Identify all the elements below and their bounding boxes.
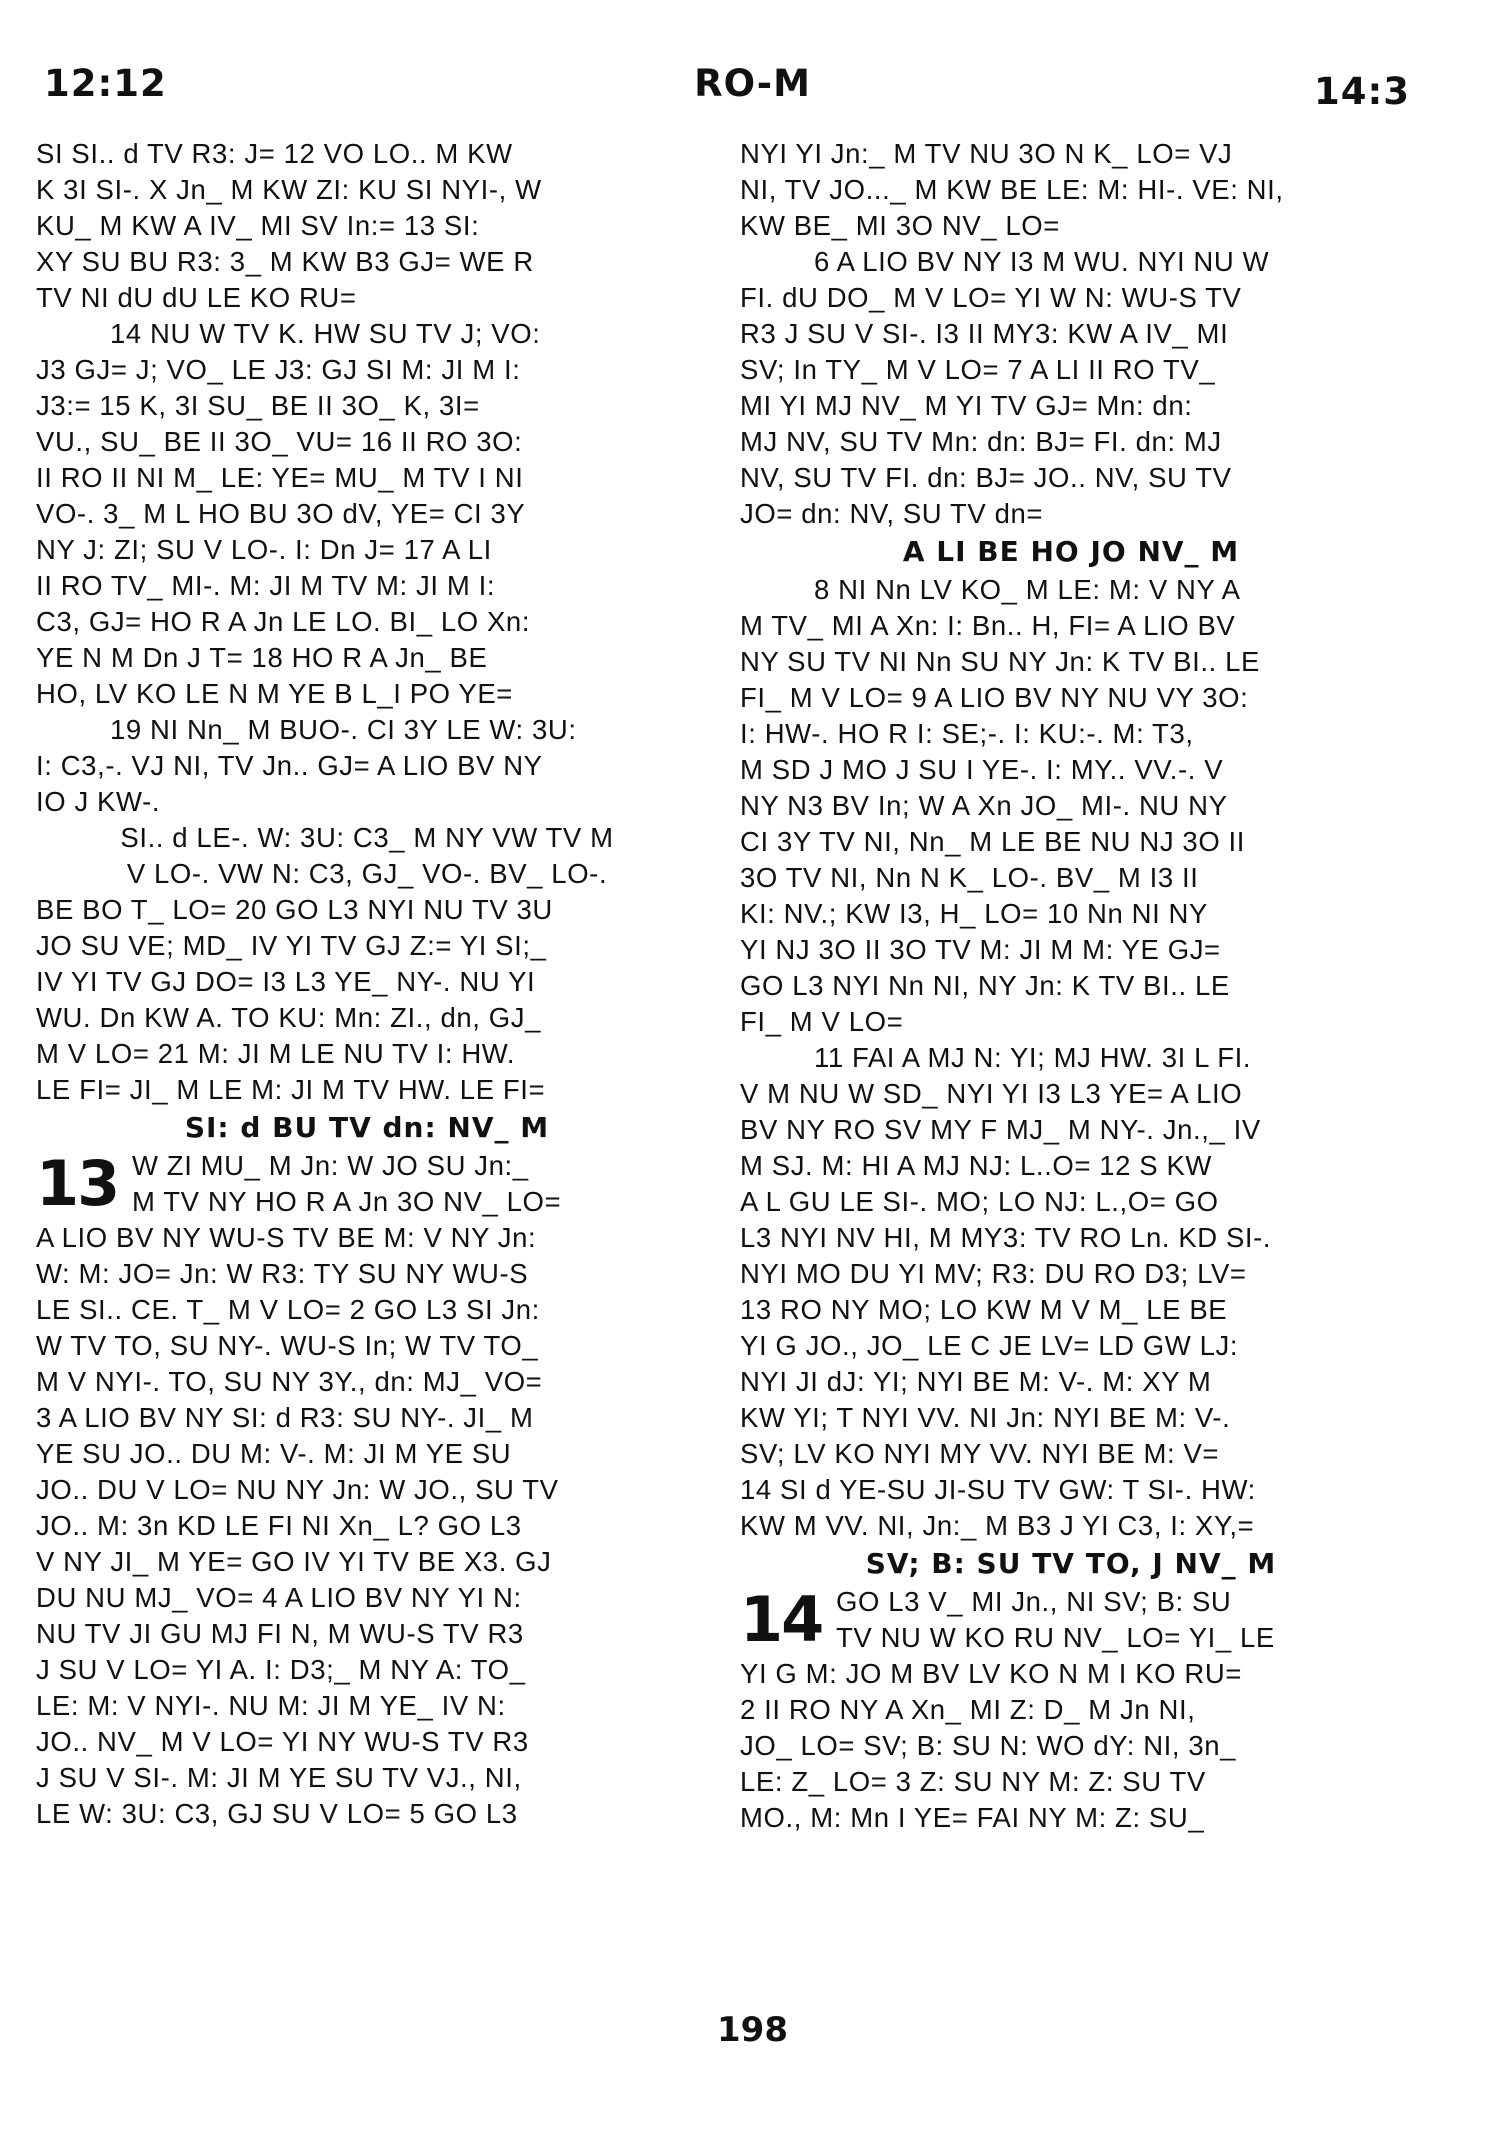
text-line: YI G JO., JO_ LE C JE LV= LD GW LJ: <box>740 1330 1239 1361</box>
chapter-13-start <box>36 1148 698 1220</box>
text-line: II RO TV_ MI-. M: JI M TV M: JI M I: <box>36 570 496 601</box>
text-line: V NY JI_ M YE= GO IV YI TV BE X3. GJ <box>36 1546 552 1577</box>
text-line: NYI JI dJ: YI; NYI BE M: V-. M: XY M <box>740 1366 1212 1397</box>
text-line: BE BO T_ LO= 20 GO L3 NYI NU TV 3U <box>36 894 553 925</box>
text-line: J3 GJ= J; VO_ LE J3: GJ SI M: JI M I: <box>36 354 521 385</box>
text-line: V M NU W SD_ NYI YI I3 L3 YE= A LIO <box>740 1078 1243 1109</box>
chapter-number: 14 <box>740 1583 823 1656</box>
chapter-14-start <box>740 1584 1402 1656</box>
text-line: W: M: JO= Jn: W R3: TY SU NY WU-S <box>36 1258 529 1289</box>
text-line: NY SU TV NI Nn SU NY Jn: K TV BI.. LE <box>740 646 1260 677</box>
text-line: R3 J SU V SI-. I3 II MY3: KW A IV_ MI <box>740 318 1229 349</box>
text-line: J SU V LO= YI A. I: D3;_ M NY A: TO_ <box>36 1654 526 1685</box>
text-line: FI. dU DO_ M V LO= YI W N: WU-S TV <box>740 282 1242 313</box>
text-line: VU., SU_ BE II 3O_ VU= 16 II RO 3O: <box>36 426 523 457</box>
text-line: YI NJ 3O II 3O TV M: JI M M: YE GJ= <box>740 934 1221 965</box>
text-line: JO SU VE; MD_ IV YI TV GJ Z:= YI SI;_ <box>36 930 547 961</box>
chapter-14-lines <box>836 1584 1275 1656</box>
right-para-e <box>740 1656 1402 1836</box>
text-line: II RO II NI M_ LE: YE= MU_ M TV I NI <box>36 462 524 493</box>
right-para-d <box>740 1040 1402 1544</box>
text-line: NV, SU TV FI. dn: BJ= JO.. NV, SU TV <box>740 462 1232 493</box>
section-heading-left: SI: d BU TV dn: NV_ M <box>184 1111 550 1144</box>
text-line: NU TV JI GU MJ FI N, M WU-S TV R3 <box>36 1618 524 1649</box>
text-line: SV; In TY_ M V LO= 7 A LI II RO TV_ <box>740 354 1216 385</box>
text-line: 19 NI Nn_ M BUO-. CI 3Y LE W: 3U: <box>110 714 577 745</box>
text-line: 2 II RO NY A Xn_ MI Z: D_ M Jn NI, <box>740 1694 1196 1725</box>
text-line: 14 SI d YE-SU JI-SU TV GW: T SI-. HW: <box>740 1474 1256 1505</box>
chapter-13-lines <box>132 1148 561 1220</box>
text-line: A LIO BV NY WU-S TV BE M: V NY Jn: <box>36 1222 537 1253</box>
text-line: M TV_ MI A Xn: I: Bn.. H, FI= A LIO BV <box>740 610 1236 641</box>
left-para-e <box>36 892 698 1108</box>
text-line: MI YI MJ NV_ M YI TV GJ= Mn: dn: <box>740 390 1193 421</box>
text-line: NYI YI Jn:_ M TV NU 3O N K_ LO= VJ <box>740 138 1233 169</box>
text-line: VO-. 3_ M L HO BU 3O dV, YE= CI 3Y <box>36 498 526 529</box>
text-line: LE: M: V NYI-. NU M: JI M YE_ IV N: <box>36 1690 506 1721</box>
text-line: KW M VV. NI, Jn:_ M B3 J YI C3, I: XY,= <box>740 1510 1255 1541</box>
text-line: YI G M: JO M BV LV KO N M I KO RU= <box>740 1658 1242 1689</box>
text-line: V LO-. VW N: C3, GJ_ VO-. BV_ LO-. <box>126 858 608 889</box>
text-line: M V LO= 21 M: JI M LE NU TV I: HW. <box>36 1038 516 1069</box>
text-line: KW BE_ MI 3O NV_ LO= <box>740 210 1060 241</box>
header-left-reference: 12:12 <box>44 62 167 105</box>
text-line: A L GU LE SI-. MO; LO NJ: L.,O= GO <box>740 1186 1219 1217</box>
left-para-c <box>36 712 698 820</box>
left-para-a <box>36 136 698 316</box>
text-line: SV; LV KO NYI MY VV. NYI BE M: V= <box>740 1438 1220 1469</box>
text-line: C3, GJ= HO R A Jn LE LO. BI_ LO Xn: <box>36 606 531 637</box>
text-line: BV NY RO SV MY F MJ_ M NY-. Jn.,_ IV <box>740 1114 1261 1145</box>
left-para-d <box>36 820 698 892</box>
left-para-b <box>36 316 698 712</box>
text-line: TV NI dU dU LE KO RU= <box>36 282 357 313</box>
text-line: NY J: ZI; SU V LO-. I: Dn J= 17 A LI <box>36 534 492 565</box>
text-line: NY N3 BV In; W A Xn JO_ MI-. NU NY <box>740 790 1228 821</box>
text-line: JO.. M: 3n KD LE FI NI Xn_ L? GO L3 <box>36 1510 522 1541</box>
text-line: M V NYI-. TO, SU NY 3Y., dn: MJ_ VO= <box>36 1366 543 1397</box>
text-line: IO J KW-. <box>36 786 161 817</box>
section-heading-right: A LI BE HO JO NV_ M <box>902 535 1240 568</box>
right-para-b <box>740 244 1402 532</box>
text-line: JO.. DU V LO= NU NY Jn: W JO., SU TV <box>36 1474 559 1505</box>
text-line: J3:= 15 K, 3I SU_ BE II 3O_ K, 3I= <box>36 390 480 421</box>
text-line: 14 NU W TV K. HW SU TV J; VO: <box>110 318 541 349</box>
text-line: CI 3Y TV NI, Nn_ M LE BE NU NJ 3O II <box>740 826 1246 857</box>
text-line: M SJ. M: HI A MJ NJ: L..O= 12 S KW <box>740 1150 1212 1181</box>
text-line: M TV NY HO R A Jn 3O NV_ LO= <box>132 1186 562 1217</box>
text-line: SI.. d LE-. W: 3U: C3_ M NY VW TV M <box>120 822 614 853</box>
text-line: LE: Z_ LO= 3 Z: SU NY M: Z: SU TV <box>740 1766 1206 1797</box>
text-line: TV NU W KO RU NV_ LO= YI_ LE <box>836 1622 1275 1653</box>
text-line: W TV TO, SU NY-. WU-S In; W TV TO_ <box>36 1330 539 1361</box>
text-line: KW YI; T NYI VV. NI Jn: NYI BE M: V-. <box>740 1402 1231 1433</box>
page-number: 198 <box>717 2010 788 2050</box>
text-line: FI_ M V LO= 9 A LIO BV NY NU VY 3O: <box>740 682 1249 713</box>
text-line: KU_ M KW A IV_ MI SV In:= 13 SI: <box>36 210 480 241</box>
header-right-reference: 14:3 <box>1313 70 1410 113</box>
book-title: RO-M <box>694 62 811 105</box>
text-line: NYI MO DU YI MV; R3: DU RO D3; LV= <box>740 1258 1247 1289</box>
left-column <box>36 136 698 1832</box>
right-para-a <box>740 136 1402 244</box>
text-line: 8 NI Nn LV KO_ M LE: M: V NY A <box>814 574 1241 605</box>
text-line: IV YI TV GJ DO= I3 L3 YE_ NY-. NU YI <box>36 966 536 997</box>
text-line: W ZI MU_ M Jn: W JO SU Jn:_ <box>132 1150 529 1181</box>
text-line: HO, LV KO LE N M YE B L_I PO YE= <box>36 678 513 709</box>
text-line: XY SU BU R3: 3_ M KW B3 GJ= WE R <box>36 246 534 277</box>
text-line: 13 RO NY MO; LO KW M V M_ LE BE <box>740 1294 1228 1325</box>
text-line: YE N M Dn J T= 18 HO R A Jn_ BE <box>36 642 488 673</box>
text-line: I: C3,-. VJ NI, TV Jn.. GJ= A LIO BV NY <box>36 750 543 781</box>
text-line: KI: NV.; KW I3, H_ LO= 10 Nn NI NY <box>740 898 1208 929</box>
text-line: LE FI= JI_ M LE M: JI M TV HW. LE FI= <box>36 1074 546 1105</box>
text-line: 11 FAI A MJ N: YI; MJ HW. 3I L FI. <box>814 1042 1252 1073</box>
text-line: L3 NYI NV HI, M MY3: TV RO Ln. KD SI-. <box>740 1222 1272 1253</box>
text-line: WU. Dn KW A. TO KU: Mn: ZI., dn, GJ_ <box>36 1002 541 1033</box>
text-line: MJ NV, SU TV Mn: dn: BJ= FI. dn: MJ <box>740 426 1222 457</box>
text-line: JO_ LO= SV; B: SU N: WO dY: NI, 3n_ <box>740 1730 1237 1761</box>
left-para-f <box>36 1220 698 1832</box>
right-column <box>740 136 1402 1836</box>
text-line: K 3I SI-. X Jn_ M KW ZI: KU SI NYI-, W <box>36 174 542 205</box>
right-para-c <box>740 572 1402 1040</box>
text-line: JO.. NV_ M V LO= YI NY WU-S TV R3 <box>36 1726 529 1757</box>
text-line: MO., M: Mn I YE= FAI NY M: Z: SU_ <box>740 1802 1205 1833</box>
text-line: M SD J MO J SU I YE-. I: MY.. VV.-. V <box>740 754 1224 785</box>
text-line: I: HW-. HO R I: SE;-. I: KU:-. M: T3, <box>740 718 1194 749</box>
text-line: FI_ M V LO= <box>740 1006 904 1037</box>
text-line: LE SI.. CE. T_ M V LO= 2 GO L3 SI Jn: <box>36 1294 540 1325</box>
text-line: NI, TV JO..._ M KW BE LE: M: HI-. VE: NI, <box>740 174 1284 205</box>
text-line: GO L3 V_ MI Jn., NI SV; B: SU <box>836 1586 1232 1617</box>
text-line: J SU V SI-. M: JI M YE SU TV VJ., NI, <box>36 1762 522 1793</box>
chapter-number: 13 <box>36 1147 119 1220</box>
text-line: DU NU MJ_ VO= 4 A LIO BV NY YI N: <box>36 1582 522 1613</box>
text-line: 3 A LIO BV NY SI: d R3: SU NY-. JI_ M <box>36 1402 534 1433</box>
section-heading-right-2: SV; B: SU TV TO, J NV_ M <box>865 1547 1277 1580</box>
text-line: SI SI.. d TV R3: J= 12 VO LO.. M KW <box>36 138 513 169</box>
text-line: JO= dn: NV, SU TV dn= <box>740 498 1044 529</box>
text-line: 6 A LIO BV NY I3 M WU. NYI NU W <box>814 246 1270 277</box>
text-line: 3O TV NI, Nn N K_ LO-. BV_ M I3 II <box>740 862 1199 893</box>
text-line: YE SU JO.. DU M: V-. M: JI M YE SU <box>36 1438 512 1469</box>
text-line: GO L3 NYI Nn NI, NY Jn: K TV BI.. LE <box>740 970 1230 1001</box>
text-line: LE W: 3U: C3, GJ SU V LO= 5 GO L3 <box>36 1798 518 1829</box>
